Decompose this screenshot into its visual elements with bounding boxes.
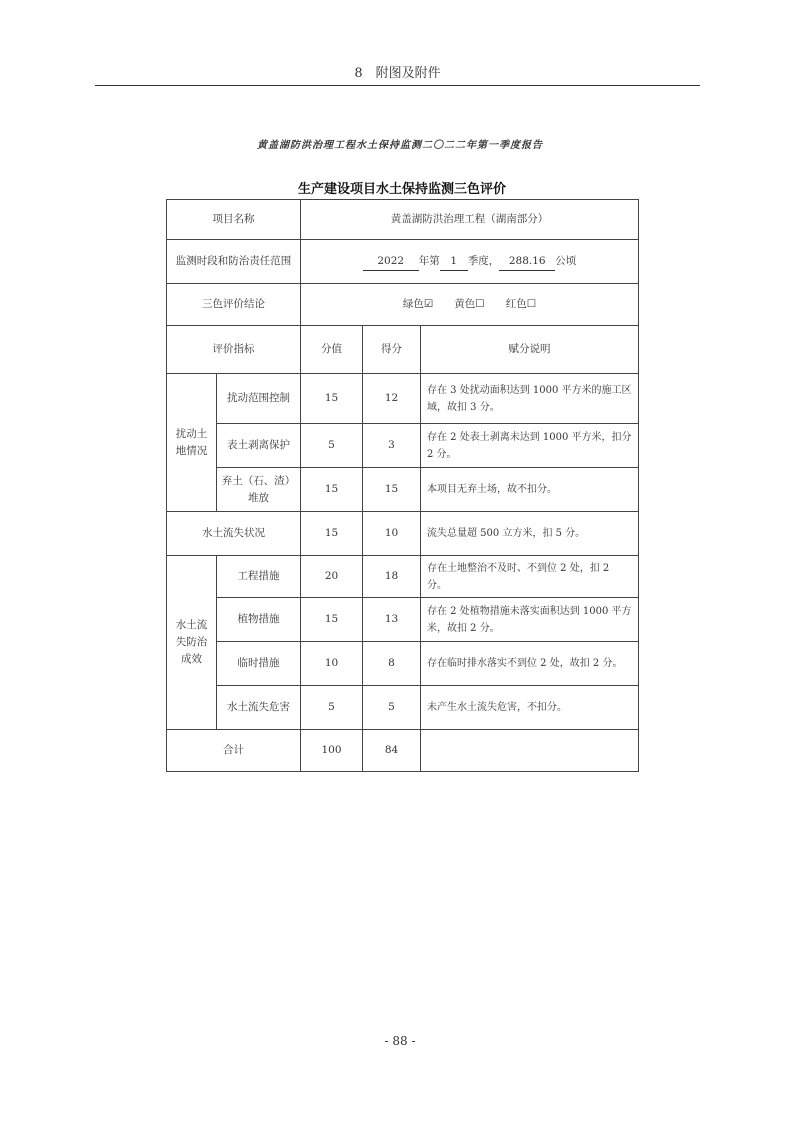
item-note: 流失总量超 500 立方米，扣 5 分。: [421, 512, 639, 556]
item-got: 8: [363, 642, 421, 686]
item-name: 工程措施: [217, 556, 301, 598]
period-label: 监测时段和防治责任范围: [167, 240, 301, 284]
project-name-value: 黄盖湖防洪治理工程（湖南部分）: [301, 200, 639, 240]
conclusion-label: 三色评价结论: [167, 284, 301, 326]
item-name: 弃土（石、渣）堆放: [217, 468, 301, 512]
table-row: [167, 598, 639, 642]
period-area: 288.16: [499, 253, 555, 271]
header-score-got: 得分: [363, 326, 421, 374]
item-got: 12: [363, 374, 421, 424]
total-row: [167, 730, 639, 772]
table-row: [167, 556, 639, 598]
evaluation-table: [166, 199, 639, 772]
table-row: [167, 374, 639, 424]
page-number: - 88 -: [384, 1034, 416, 1048]
item-note: 本项目无弃土场，故不扣分。: [421, 468, 639, 512]
item-name: 植物措施: [217, 598, 301, 642]
project-name-label: 项目名称: [167, 200, 301, 240]
table-row: [167, 512, 639, 556]
item-got: 3: [363, 424, 421, 468]
item-score: 15: [301, 468, 363, 512]
table-row: [167, 424, 639, 468]
header-divider: [95, 85, 700, 86]
item-score: 15: [301, 598, 363, 642]
group-prevention: 水土流失防治成效: [167, 556, 217, 730]
conclusion-value: 绿色☑ 黄色☐ 红色☐: [301, 284, 639, 326]
item-note: 未产生水土流失危害，不扣分。: [421, 686, 639, 730]
total-label: 合计: [167, 730, 301, 772]
item-note: 存在 2 处植物措施未落实面积达到 1000 平方米，故扣 2 分。: [421, 598, 639, 642]
period-year-suffix: 年第: [418, 254, 440, 267]
item-score: 15: [301, 374, 363, 424]
total-note: [421, 730, 639, 772]
item-name: 表土剥离保护: [217, 424, 301, 468]
item-got: 15: [363, 468, 421, 512]
period-value: [301, 240, 639, 284]
table-header-row: [167, 326, 639, 374]
item-score: 5: [301, 424, 363, 468]
header-deduction-note: 赋分说明: [421, 326, 639, 374]
table-row: [167, 200, 639, 240]
period-quarter-suffix: 季度，: [467, 254, 500, 267]
header-indicator: 评价指标: [167, 326, 301, 374]
item-note: 存在临时排水落实不到位 2 处，故扣 2 分。: [421, 642, 639, 686]
table-row: [167, 468, 639, 512]
table-row: [167, 642, 639, 686]
header-score-value: 分值: [301, 326, 363, 374]
item-got: 10: [363, 512, 421, 556]
table-row: [167, 240, 639, 284]
period-area-unit: 公顷: [555, 254, 577, 267]
period-quarter: 1: [440, 253, 468, 271]
item-score: 15: [301, 512, 363, 556]
item-got: 13: [363, 598, 421, 642]
report-title: 黄盖湖防洪治理工程水土保持监测二〇二二年第一季度报告: [257, 140, 543, 151]
item-score: 5: [301, 686, 363, 730]
table-row: [167, 284, 639, 326]
group-disturbance: 扰动土地情况: [167, 374, 217, 512]
item-got: 5: [363, 686, 421, 730]
table-row: [167, 686, 639, 730]
item-got: 18: [363, 556, 421, 598]
group-erosion-status: 水土流失状况: [167, 512, 301, 556]
item-name: 水土流失危害: [217, 686, 301, 730]
item-score: 10: [301, 642, 363, 686]
item-score: 20: [301, 556, 363, 598]
item-note: 存在 2 处表土剥离未达到 1000 平方米，扣分 2 分。: [421, 424, 639, 468]
table-title: 生产建设项目水土保持监测三色评价: [297, 182, 506, 197]
item-note: 存在土地整治不及时、不到位 2 处，扣 2 分。: [421, 556, 639, 598]
period-year: 2022: [363, 253, 419, 271]
page-header: 8 附图及附件: [354, 66, 441, 81]
total-got: 84: [363, 730, 421, 772]
total-score: 100: [301, 730, 363, 772]
item-note: 存在 3 处扰动面积达到 1000 平方米的施工区域，故扣 3 分。: [421, 374, 639, 424]
item-name: 临时措施: [217, 642, 301, 686]
item-name: 扰动范围控制: [217, 374, 301, 424]
